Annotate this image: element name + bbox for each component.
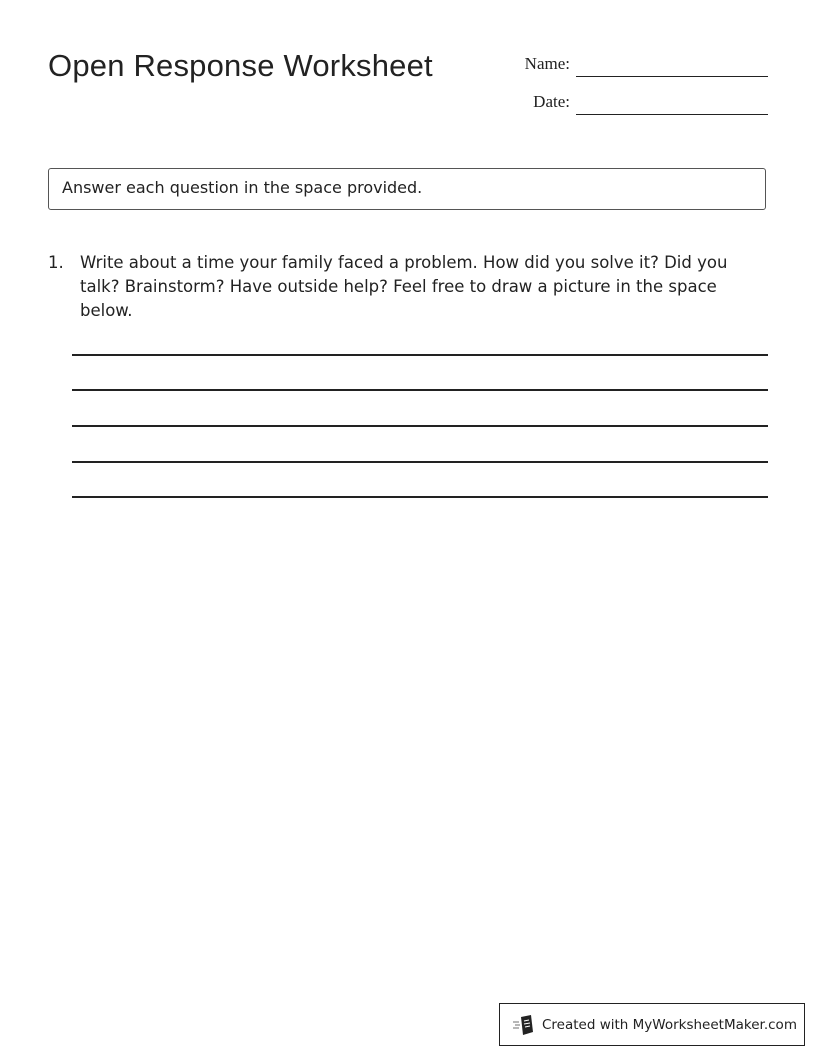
instructions-text: Answer each question in the space provided. bbox=[62, 178, 423, 197]
date-label: Date: bbox=[533, 92, 570, 111]
footer-badge bbox=[499, 1003, 805, 1046]
date-line[interactable] bbox=[576, 114, 768, 115]
answer-line[interactable] bbox=[72, 354, 768, 356]
answer-line[interactable] bbox=[72, 496, 768, 498]
answer-line[interactable] bbox=[72, 461, 768, 463]
question-1 bbox=[48, 251, 768, 323]
footer-text: Created with MyWorksheetMaker.com bbox=[542, 1016, 797, 1033]
page-title: Open Response Worksheet bbox=[48, 48, 433, 83]
question-text: Write about a time your family faced a problem. How did you solve it? Did you talk? Brainstorm? Have outside help? Feel free to draw a picture in the space below. bbox=[80, 253, 728, 320]
answer-line[interactable] bbox=[72, 389, 768, 391]
answer-line[interactable] bbox=[72, 425, 768, 427]
name-line[interactable] bbox=[576, 76, 768, 77]
question-number: 1. bbox=[48, 253, 64, 272]
worksheet-maker-logo-icon bbox=[512, 1014, 536, 1036]
name-label: Name: bbox=[524, 54, 570, 73]
instructions-box bbox=[48, 168, 766, 210]
